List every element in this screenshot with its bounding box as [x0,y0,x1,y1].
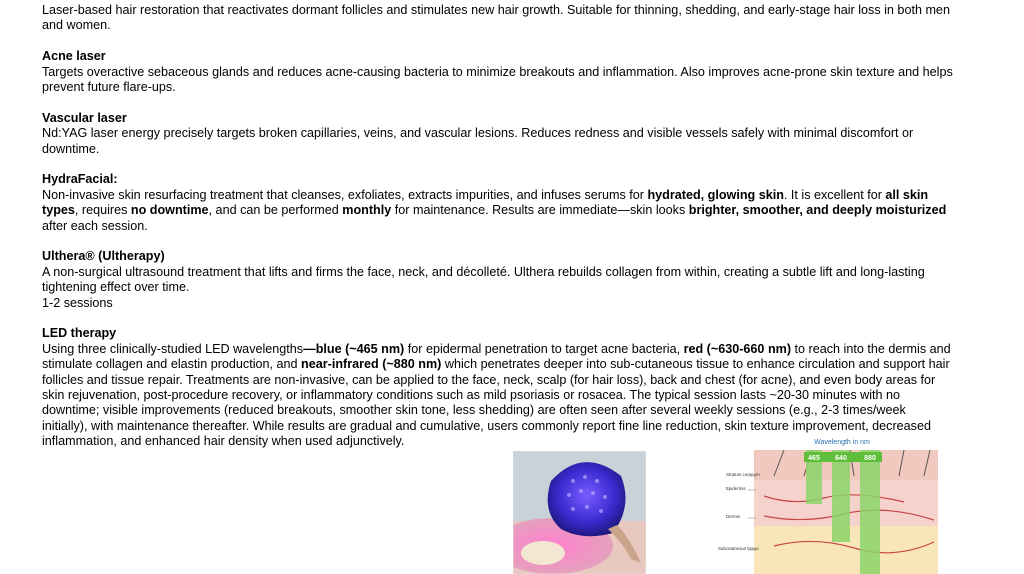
section-ulthera [42,249,954,311]
hydrafacial-bold-2: all skin types [42,187,929,218]
led-text-1: Using three clinically-studied LED wavelengths [42,341,304,356]
led-therapy-body [42,342,954,450]
hydrafacial-text-6: after each session. [42,218,148,233]
hydrafacial-bold-3: no downtime [130,203,209,218]
hydrafacial-bold-1: hydrated, glowing skin [647,187,784,202]
layer-label-subcutaneous: Subcutaneous tissue [718,546,759,551]
wavelength-label-blue: 465 [808,455,820,462]
section-led-therapy [42,326,954,449]
section-vascular-laser [42,111,954,157]
ulthera-heading: Ulthera® (Ultherapy) [42,249,165,264]
layer-label-dermis: Dermis [726,514,740,519]
hydrafacial-text-3: , requires [74,203,131,218]
ulthera-sessions: 1-2 sessions [42,295,113,310]
hydrafacial-text-5: for maintenance. Results are immediate—skin looks [391,203,689,218]
led-mask-treatment-photo [513,451,646,574]
hydrafacial-bold-5: brighter, smoother, and deeply moisturized [688,203,947,218]
hydrafacial-text-2: . It is excellent for [783,187,886,202]
ulthera-body: A non-surgical ultrasound treatment that lifts and firms the face, neck, and décolleté. Ulthera rebuilds collagen from within, creating a subtle lift and long-lasting tightening effect over time. [42,264,925,295]
led-therapy-heading: LED therapy [42,326,117,341]
led-text-3: to reach into the dermis and stimulate collagen and elastin production, and [42,341,951,372]
wavelength-diagram-graphic [704,436,944,574]
section-hydrafacial [42,172,954,234]
layer-label-stratum-corneum: Stratum corneum [726,472,760,477]
hydrafacial-body [42,188,954,234]
layer-label-epidermis: Epidermis [726,486,746,491]
vascular-laser-heading: Vascular laser [42,110,127,125]
hair-restoration-body: Laser-based hair restoration that reactivates dormant follicles and stimulates new hair growth. Suitable for thinning, shedding, and early-stage hair loss in both men and women. [42,3,950,33]
section-acne-laser [42,49,954,95]
led-mask-photo-graphic [513,451,646,574]
hydrafacial-bold-4: monthly [342,203,392,218]
hydrafacial-text-4: , and can be performed [208,203,343,218]
vascular-laser-body: Nd:YAG laser energy precisely targets broken capillaries, veins, and vascular lesions. Reduces redness and visible vessels safely with minimal discomfort or downtime. [42,126,914,156]
led-bold-blue: —blue (~465 nm) [303,341,405,356]
wavelength-label-red: 640 [835,455,847,462]
hydrafacial-heading: HydraFacial: [42,172,118,187]
led-bold-near-infrared: near-infrared (~880 nm) [301,357,442,372]
wavelength-label-infrared: 880 [864,455,876,462]
led-text-2: for epidermal penetration to target acne bacteria, [404,341,684,356]
acne-laser-heading: Acne laser [42,49,106,64]
wavelength-penetration-diagram [704,436,944,574]
diagram-title: Wavelength in nm [814,439,870,446]
section-hair-restoration [42,3,954,34]
hydrafacial-text-1: Non-invasive skin resurfacing treatment that cleanses, exfoliates, extracts impurities, and infuses serums for [42,187,648,202]
acne-laser-body: Targets overactive sebaceous glands and reduces acne-causing bacteria to minimize breakouts and inflammation. Also improves acne-prone skin texture and helps prevent future flare-ups. [42,64,953,95]
led-text-4: which penetrates deeper into sub-cutaneous tissue to enhance circulation and support hair follicles and tissue repair. Treatments are non-invasive, can be applied to the face, neck, scalp (for hair loss), back and chest (for acne), and even body areas for skin rejuvenation, post-procedure recovery, or inflammatory conditions such as mild psoriasis or rosacea. The typical session lasts ~20-30 minutes with no downtime; visible improvements (reduced breakouts, smoother skin tone, less shedding) are often seen after several weekly sessions (e.g., 2-3 times/week initially), with maintenance thereafter. While results are gradual and cumulative, users commonly report fine line reduction, skin texture improvement, decreased inflammation, and enhanced hair density when used adjunctively. [42,357,950,449]
treatment-descriptions [42,3,954,465]
led-bold-red: red (~630-660 nm) [683,341,792,356]
